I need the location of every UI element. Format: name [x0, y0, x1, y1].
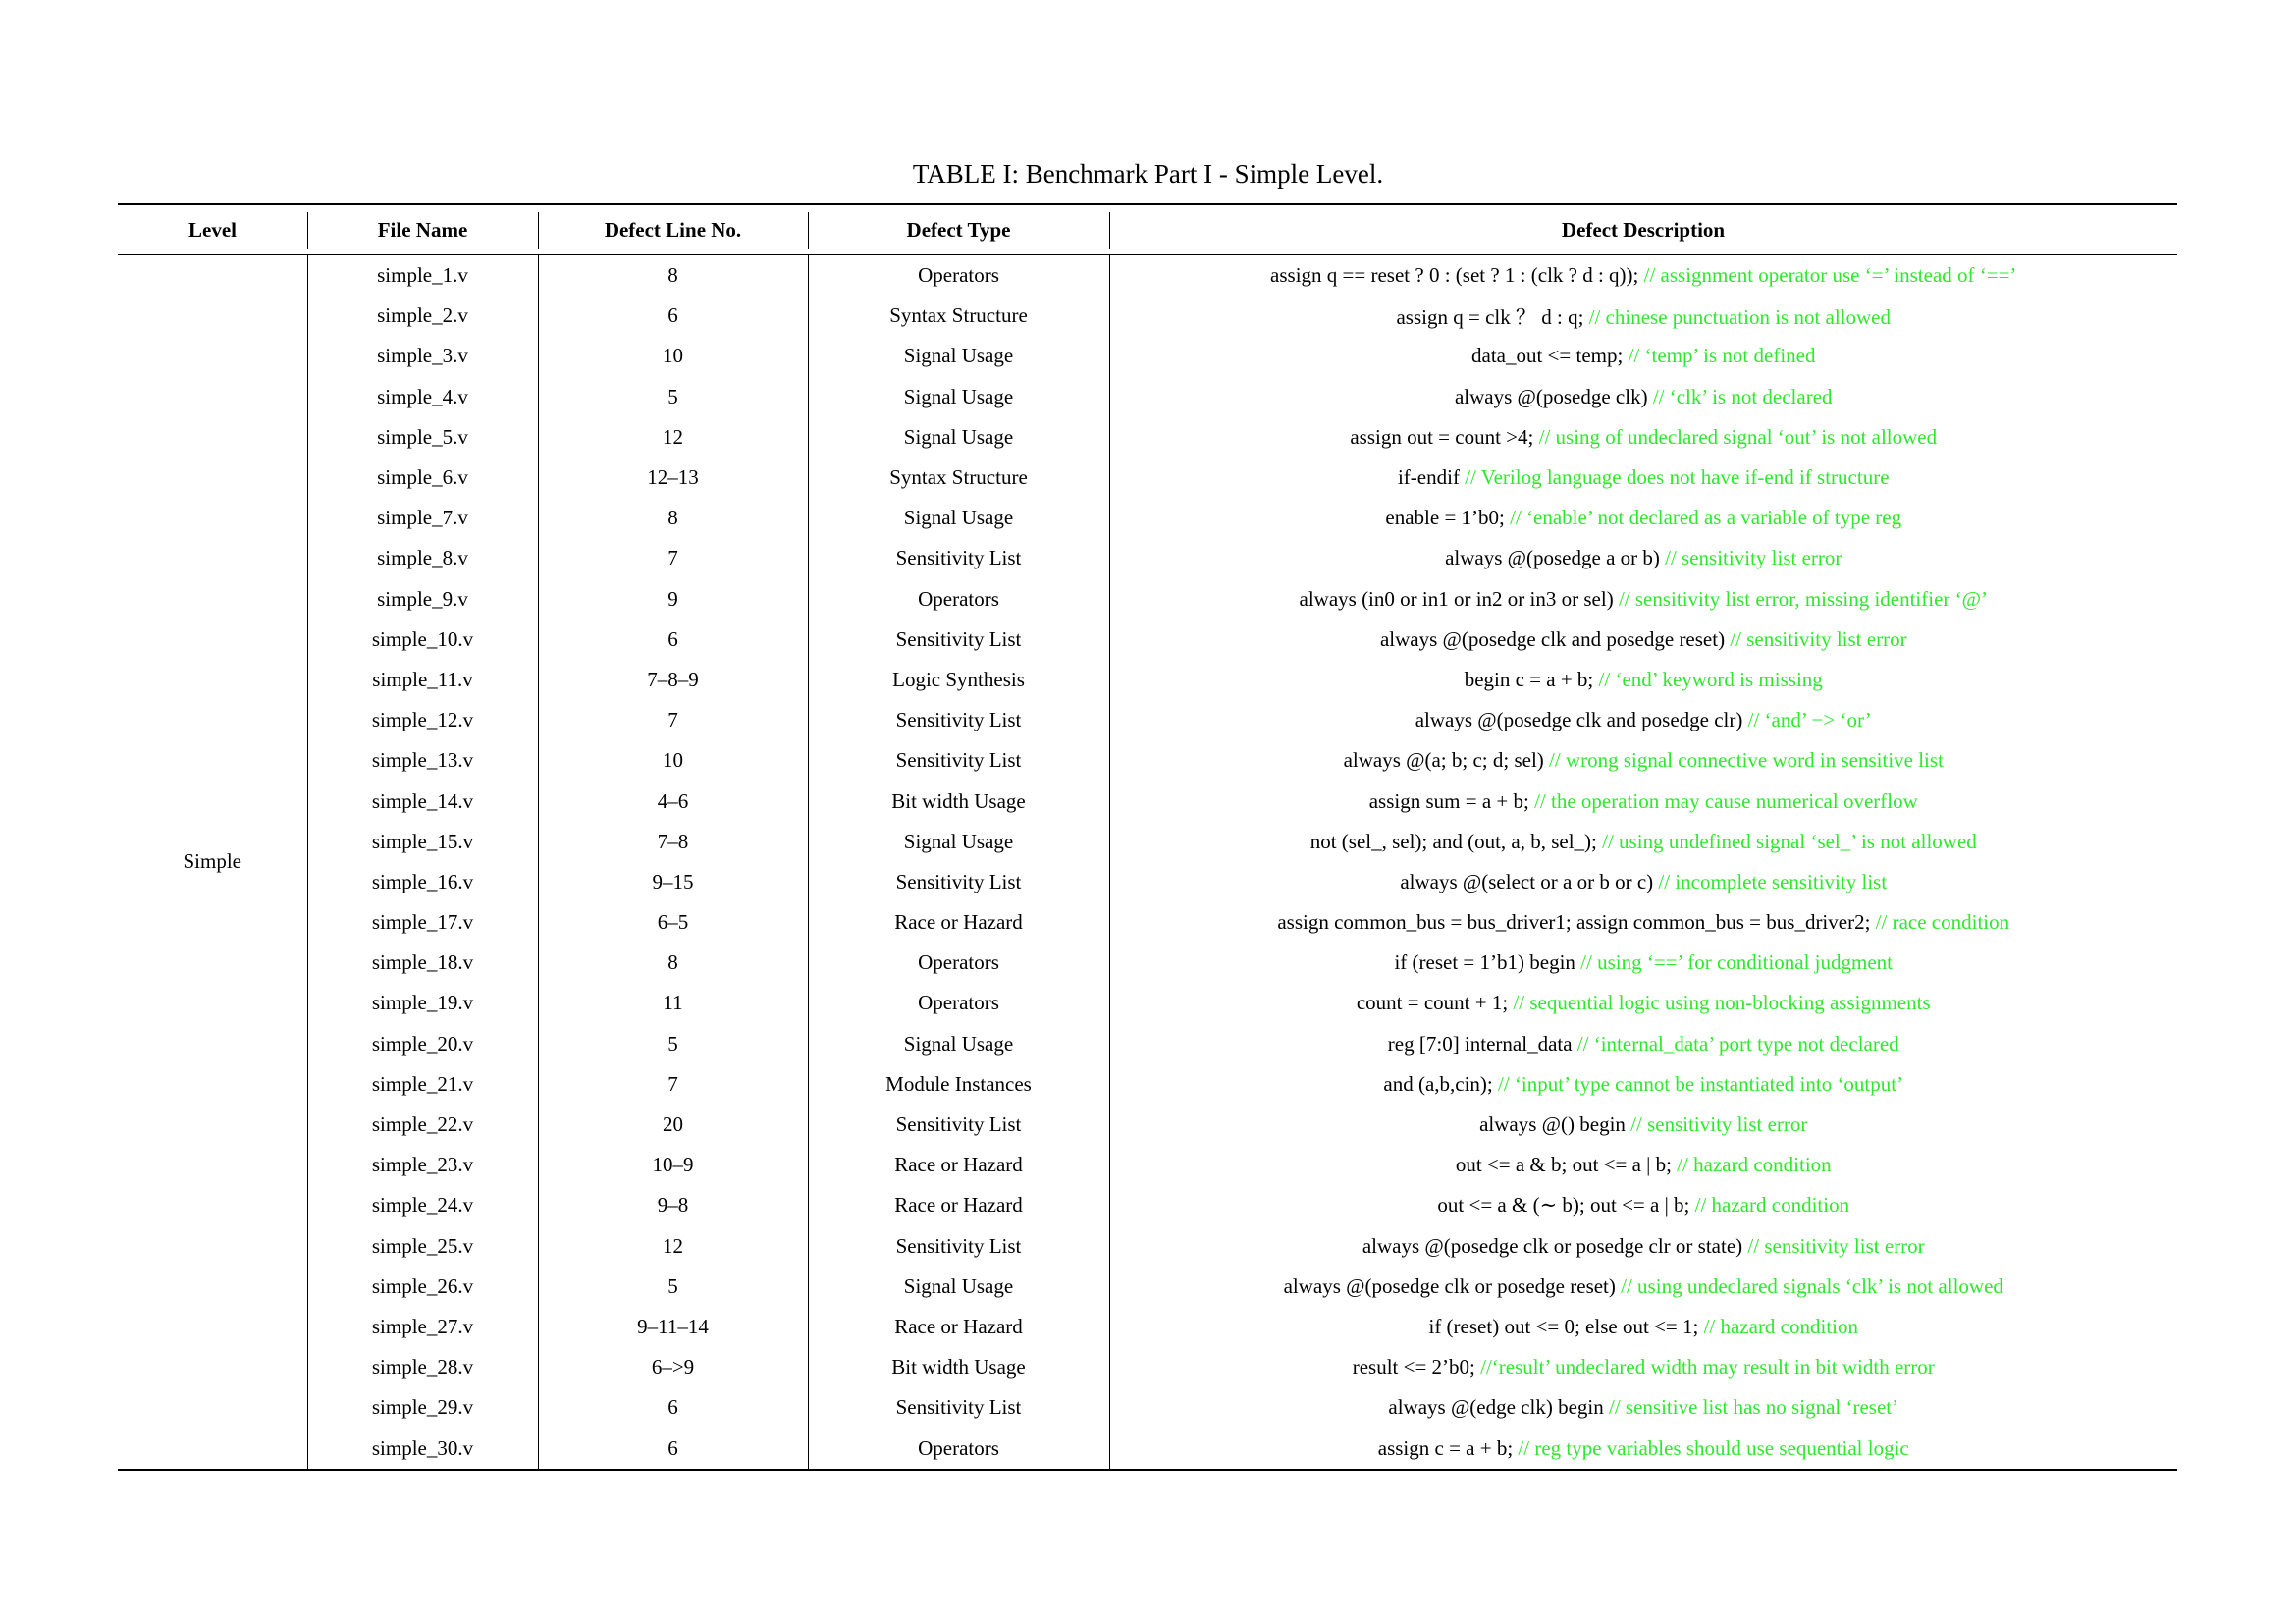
file-name-cell: simple_19.v [307, 983, 538, 1023]
defect-line-cell: 9–11–14 [538, 1307, 808, 1347]
table-row [118, 781, 2177, 821]
defect-type-cell: Operators [808, 579, 1109, 620]
defect-description-cell [1109, 1064, 2177, 1105]
file-name-cell: simple_3.v [307, 336, 538, 376]
file-name-cell: simple_6.v [307, 458, 538, 498]
defect-description-cell [1109, 417, 2177, 458]
defect-type-cell: Race or Hazard [808, 1145, 1109, 1185]
file-name-cell: simple_14.v [307, 781, 538, 821]
defect-line-cell: 7–8–9 [538, 660, 808, 700]
file-name-cell: simple_11.v [307, 660, 538, 700]
file-name-cell: simple_21.v [307, 1064, 538, 1105]
table-row [118, 1387, 2177, 1428]
file-name-cell: simple_20.v [307, 1024, 538, 1064]
defect-line-cell: 8 [538, 498, 808, 538]
code-snippet: not (sel_, sel); and (out, a, b, sel_); [1309, 829, 1603, 853]
defect-description-cell [1109, 1347, 2177, 1387]
file-name-cell: simple_7.v [307, 498, 538, 538]
defect-description-cell [1109, 1024, 2177, 1064]
defect-type-cell: Signal Usage [808, 498, 1109, 538]
file-name-cell: simple_16.v [307, 862, 538, 902]
defect-line-cell: 10–9 [538, 1145, 808, 1185]
file-name-cell: simple_2.v [307, 296, 538, 336]
defect-line-cell: 12–13 [538, 458, 808, 498]
code-snippet: if (reset) out <= 0; else out <= 1; [1428, 1314, 1704, 1338]
defect-type-cell: Signal Usage [808, 417, 1109, 458]
table-row [118, 983, 2177, 1023]
table-row [118, 862, 2177, 902]
defect-line-cell: 7 [538, 1064, 808, 1105]
header-file-name: File Name [307, 204, 538, 255]
defect-line-cell: 9–8 [538, 1185, 808, 1225]
defect-line-cell: 9 [538, 579, 808, 620]
code-comment: // sensitivity list error [1630, 1112, 1808, 1137]
file-name-cell: simple_17.v [307, 902, 538, 943]
defect-line-cell: 4–6 [538, 781, 808, 821]
defect-type-cell: Logic Synthesis [808, 660, 1109, 700]
table-row [118, 1064, 2177, 1105]
code-comment: // ‘end’ keyword is missing [1598, 667, 1823, 691]
table-body [118, 255, 2177, 1470]
code-snippet: always @(a; b; c; d; sel) [1343, 748, 1550, 773]
code-snippet: assign c = a + b; [1377, 1435, 1519, 1460]
header-defect-description: Defect Description [1109, 204, 2177, 255]
defect-type-cell: Signal Usage [808, 336, 1109, 376]
code-snippet: data_out <= temp; [1471, 344, 1629, 368]
code-comment: // using of undeclared signal ‘out’ is not allowed [1538, 424, 1938, 449]
file-name-cell: simple_23.v [307, 1145, 538, 1185]
code-comment: // ‘enable’ not declared as a variable of type reg [1510, 506, 1902, 530]
file-name-cell: simple_25.v [307, 1226, 538, 1267]
benchmark-table [118, 203, 2177, 1471]
defect-description-cell [1109, 1428, 2177, 1469]
code-snippet: out <= a & b; out <= a | b; [1455, 1153, 1678, 1177]
defect-description-cell [1109, 255, 2177, 297]
defect-description-cell [1109, 1307, 2177, 1347]
defect-type-cell: Sensitivity List [808, 620, 1109, 660]
code-snippet: assign q == reset ? 0 : (set ? 1 : (clk ? d : q)); [1270, 263, 1644, 288]
defect-type-cell: Operators [808, 255, 1109, 297]
file-name-cell: simple_5.v [307, 417, 538, 458]
defect-line-cell: 6 [538, 620, 808, 660]
code-snippet: assign common_bus = bus_driver1; assign common_bus = bus_driver2; [1277, 910, 1876, 935]
defect-description-cell [1109, 538, 2177, 578]
table-row [118, 902, 2177, 943]
defect-description-cell [1109, 377, 2177, 417]
defect-type-cell: Signal Usage [808, 822, 1109, 862]
defect-type-cell: Syntax Structure [808, 296, 1109, 336]
defect-line-cell: 9–15 [538, 862, 808, 902]
code-comment: // hazard condition [1694, 1193, 1850, 1218]
code-snippet: always @(posedge clk and posedge reset) [1379, 626, 1731, 651]
code-snippet: assign q = clk ？ d : q; [1396, 304, 1589, 329]
code-snippet: if-endif [1397, 465, 1466, 490]
defect-description-cell [1109, 296, 2177, 336]
defect-type-cell: Signal Usage [808, 1267, 1109, 1307]
defect-type-cell: Operators [808, 943, 1109, 983]
code-snippet: assign out = count >4; [1350, 424, 1539, 449]
defect-type-cell: Sensitivity List [808, 862, 1109, 902]
level-cell: Simple [183, 849, 241, 874]
defect-type-cell: Syntax Structure [808, 458, 1109, 498]
defect-type-cell: Bit width Usage [808, 781, 1109, 821]
table-row [118, 1307, 2177, 1347]
code-snippet: always @(posedge a or b) [1445, 546, 1666, 570]
defect-description-cell [1109, 1185, 2177, 1225]
code-snippet: result <= 2’b0; [1352, 1355, 1481, 1380]
defect-type-cell: Operators [808, 1428, 1109, 1469]
table-row [118, 620, 2177, 660]
header-row [118, 204, 2177, 255]
table-row [118, 700, 2177, 740]
defect-description-cell [1109, 660, 2177, 700]
defect-description-cell [1109, 943, 2177, 983]
defect-line-cell: 5 [538, 377, 808, 417]
code-comment: // sensitivity list error, missing identifier ‘@’ [1618, 586, 1988, 611]
defect-line-cell: 7 [538, 700, 808, 740]
defect-type-cell: Sensitivity List [808, 1105, 1109, 1145]
defect-description-cell [1109, 822, 2177, 862]
table-row [118, 943, 2177, 983]
defect-description-cell [1109, 1145, 2177, 1185]
code-comment: // ‘input’ type cannot be instantiated into ‘output’ [1498, 1071, 1904, 1096]
defect-description-cell [1109, 983, 2177, 1023]
defect-line-cell: 10 [538, 740, 808, 781]
defect-line-cell: 20 [538, 1105, 808, 1145]
code-snippet: enable = 1’b0; [1385, 506, 1511, 530]
defect-line-cell: 5 [538, 1267, 808, 1307]
code-snippet: count = count + 1; [1356, 991, 1514, 1015]
file-name-cell: simple_9.v [307, 579, 538, 620]
table-row [118, 1024, 2177, 1064]
header-defect-line: Defect Line No. [538, 204, 808, 255]
defect-description-cell [1109, 1267, 2177, 1307]
defect-type-cell: Sensitivity List [808, 700, 1109, 740]
defect-line-cell: 11 [538, 983, 808, 1023]
defect-type-cell: Race or Hazard [808, 1185, 1109, 1225]
file-name-cell: simple_18.v [307, 943, 538, 983]
defect-description-cell [1109, 458, 2177, 498]
defect-line-cell: 6–>9 [538, 1347, 808, 1387]
table-row [118, 377, 2177, 417]
code-comment: // sensitivity list error [1747, 1233, 1925, 1258]
code-snippet: always (in0 or in1 or in2 or in3 or sel) [1299, 586, 1619, 611]
table-row [118, 1347, 2177, 1387]
code-snippet: always @() begin [1479, 1112, 1631, 1137]
file-name-cell: simple_15.v [307, 822, 538, 862]
code-comment: // using ‘==’ for conditional judgment [1580, 950, 1894, 975]
table-row [118, 296, 2177, 336]
defect-description-cell [1109, 620, 2177, 660]
file-name-cell: simple_13.v [307, 740, 538, 781]
file-name-cell: simple_28.v [307, 1347, 538, 1387]
table-row [118, 660, 2177, 700]
defect-description-cell [1109, 902, 2177, 943]
code-snippet: always @(edge clk) begin [1388, 1395, 1609, 1420]
defect-type-cell: Sensitivity List [808, 1226, 1109, 1267]
code-comment: // using undeclared signals ‘clk’ is not allowed [1621, 1273, 2003, 1298]
defect-line-cell: 6–5 [538, 902, 808, 943]
code-comment: // race condition [1875, 910, 2010, 935]
defect-line-cell: 12 [538, 1226, 808, 1267]
table-row [118, 336, 2177, 376]
table-row [118, 822, 2177, 862]
defect-description-cell [1109, 1387, 2177, 1428]
defect-line-cell: 6 [538, 296, 808, 336]
table-row [118, 498, 2177, 538]
code-snippet: reg [7:0] internal_data [1387, 1031, 1577, 1056]
file-name-cell: simple_27.v [307, 1307, 538, 1347]
table-row [118, 1145, 2177, 1185]
code-comment: // sensitivity list error [1665, 546, 1842, 570]
table-row [118, 1267, 2177, 1307]
defect-line-cell: 8 [538, 255, 808, 297]
code-comment: // incomplete sensitivity list [1658, 869, 1888, 893]
defect-line-cell: 7 [538, 538, 808, 578]
defect-line-cell: 12 [538, 417, 808, 458]
defect-type-cell: Race or Hazard [808, 902, 1109, 943]
table-row [118, 255, 2177, 297]
defect-description-cell [1109, 1226, 2177, 1267]
code-snippet: if (reset = 1’b1) begin [1394, 950, 1581, 975]
table-row [118, 538, 2177, 578]
code-snippet: begin c = a + b; [1464, 667, 1599, 691]
defect-type-cell: Race or Hazard [808, 1307, 1109, 1347]
code-comment: // ‘internal_data’ port type not declared [1576, 1031, 1899, 1056]
defect-description-cell [1109, 498, 2177, 538]
code-comment: // wrong signal connective word in sensitive list [1549, 748, 1944, 773]
code-comment: // reg type variables should use sequential logic [1518, 1435, 1909, 1460]
defect-description-cell [1109, 579, 2177, 620]
code-comment: // Verilog language does not have if-end if structure [1465, 465, 1890, 490]
code-comment: // hazard condition [1677, 1153, 1832, 1177]
code-comment: // sensitivity list error [1730, 626, 1907, 651]
code-comment: // chinese punctuation is not allowed [1588, 304, 1892, 329]
file-name-cell: simple_1.v [307, 255, 538, 297]
table-row [118, 1428, 2177, 1469]
defect-type-cell: Bit width Usage [808, 1347, 1109, 1387]
code-comment: // ‘temp’ is not defined [1628, 344, 1816, 368]
defect-line-cell: 8 [538, 943, 808, 983]
code-comment: // ‘clk’ is not declared [1652, 384, 1833, 408]
defect-description-cell [1109, 862, 2177, 902]
file-name-cell: simple_30.v [307, 1428, 538, 1469]
code-snippet: always @(posedge clk or posedge clr or state) [1362, 1233, 1748, 1258]
code-comment: // hazard condition [1703, 1314, 1859, 1338]
code-snippet: assign sum = a + b; [1368, 788, 1535, 813]
code-comment: // ‘and’ −> ‘or’ [1747, 708, 1872, 732]
code-snippet: always @(posedge clk) [1454, 384, 1653, 408]
file-name-cell: simple_29.v [307, 1387, 538, 1428]
table-row [118, 1185, 2177, 1225]
code-comment: // using undefined signal ‘sel_’ is not allowed [1602, 829, 1977, 853]
defect-line-cell: 6 [538, 1428, 808, 1469]
code-comment: //‘result’ undeclared width may result in bit width error [1480, 1355, 1935, 1380]
defect-type-cell: Operators [808, 983, 1109, 1023]
defect-description-cell [1109, 1105, 2177, 1145]
file-name-cell: simple_26.v [307, 1267, 538, 1307]
code-snippet: always @(posedge clk and posedge clr) [1415, 708, 1748, 732]
defect-line-cell: 6 [538, 1387, 808, 1428]
file-name-cell: simple_4.v [307, 377, 538, 417]
defect-description-cell [1109, 740, 2177, 781]
table-row [118, 1226, 2177, 1267]
defect-type-cell: Sensitivity List [808, 740, 1109, 781]
code-comment: // assignment operator use ‘=’ instead of ‘==’ [1643, 263, 2017, 288]
defect-type-cell: Sensitivity List [808, 1387, 1109, 1428]
table-row [118, 458, 2177, 498]
table-row [118, 417, 2177, 458]
defect-description-cell [1109, 700, 2177, 740]
defect-description-cell [1109, 781, 2177, 821]
file-name-cell: simple_12.v [307, 700, 538, 740]
code-snippet: and (a,b,cin); [1383, 1071, 1498, 1096]
header-level: Level [188, 217, 237, 242]
code-comment: // sequential logic using non-blocking assignments [1513, 991, 1931, 1015]
table-caption: TABLE I: Benchmark Part I - Simple Level. [912, 159, 1384, 189]
defect-type-cell: Module Instances [808, 1064, 1109, 1105]
defect-type-cell: Signal Usage [808, 377, 1109, 417]
file-name-cell: simple_10.v [307, 620, 538, 660]
code-snippet: always @(posedge clk or posedge reset) [1283, 1273, 1622, 1298]
code-snippet: out <= a & (∼ b); out <= a | b; [1437, 1193, 1695, 1218]
defect-type-cell: Signal Usage [808, 1024, 1109, 1064]
file-name-cell: simple_22.v [307, 1105, 538, 1145]
table-row [118, 1105, 2177, 1145]
table-row [118, 740, 2177, 781]
defect-type-cell: Sensitivity List [808, 538, 1109, 578]
header-defect-type: Defect Type [808, 204, 1109, 255]
code-snippet: always @(select or a or b or c) [1400, 869, 1659, 893]
defect-description-cell [1109, 336, 2177, 376]
defect-line-cell: 5 [538, 1024, 808, 1064]
defect-line-cell: 10 [538, 336, 808, 376]
code-comment: // the operation may cause numerical overflow [1534, 788, 1918, 813]
defect-line-cell: 7–8 [538, 822, 808, 862]
file-name-cell: simple_24.v [307, 1185, 538, 1225]
code-comment: // sensitive list has no signal ‘reset’ [1608, 1395, 1899, 1420]
table-row [118, 579, 2177, 620]
file-name-cell: simple_8.v [307, 538, 538, 578]
